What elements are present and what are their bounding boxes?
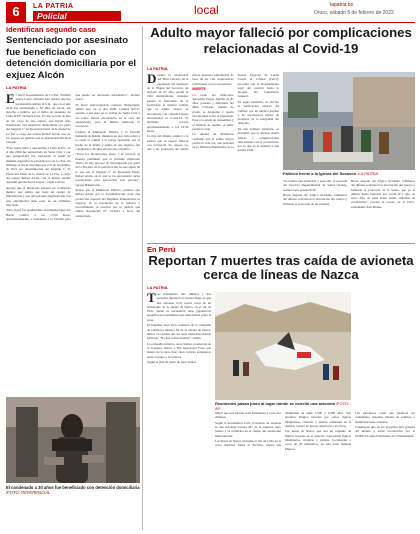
section-logo-policial: Policial — [33, 11, 121, 21]
bottom-drop-cap: T — [147, 292, 156, 305]
left-body-text-3: Agregó que el implicado pasaron un certificado médico que señala que tiene un cuadro de fibromatosis y que una persona diagnosticada con esta enfermedad debe estar en un ambiente adecuado. — [6, 185, 71, 207]
bottom-byline: LA PATRIA — [147, 285, 168, 290]
bottom-photo-credit: /FOTO: AP — [215, 401, 350, 411]
top-headline: Adulto mayor falleció por complicaciones relacionadas al Covid-19 — [150, 25, 412, 56]
left-drop-cap: E — [6, 93, 15, 106]
nazca-crash-photo-illustration — [215, 292, 351, 400]
left-photo — [6, 397, 140, 483]
top-body-text-4b: "Se realizó una entrevista y para ello, el personal del Servicio Departamental de Salud (Sedes), realizó a una prueba PCR. — [283, 179, 347, 192]
top-body-text-5: Horas después del trágico incidente, familiares del difunto solicitaron la devolución del cuerpo y firmaron el protocolo de la Sedes, que ya el difunto había fallecido por Covid-19 y que, en estos días, su papá había tenido síntomas de coronavirus", precisó el vocero de la Felcc, subteniente José Matías. — [351, 179, 415, 209]
left-body-text-5: El fiscal anticorrupción, Gustavo Balderrama, señaló que, en el año 2006, Carmen R.P.V., asesinó a una lista en la ciudad de Santa Cruz y los restos fueron encontrados en la casa del sentenciado, pero el mismo sindicado lo reconoció. — [75, 102, 140, 129]
bottom-kicker: En Perú — [147, 245, 176, 254]
bottom-body-col1 — [147, 292, 211, 528]
bottom-body-text-3: Las líneas de Nazca, ubicadas al Sur de Lima en la costa desértica frente al Pacífico, tienen una antigüedad de entre 1.500 y 2.000 años. Son enormes dibujos trazados por varios figuras imaginarias, criaturas y plantas realizadas en el desierto costero en épocas anteriores a los Incas, — [215, 411, 351, 448]
bottom-body-text-1: res holandeses, dos chilenos y dos peruanos murieron el viernes luego de que una avioneta civil cayera cerca de un aeródromo de la ciudad de Nazca, en el sur de Perú, donde se encuentran unas gigantescas geoglifos precolombinos que sobrevuelan sobre la zona. — [147, 292, 211, 322]
page-number: 6 — [6, 2, 26, 22]
bottom-photo-caption: Residentes pasan junto al lugar donde se estrelló una avioneta — [215, 401, 335, 406]
top-body-text-1: urante la celebración del Mini Calvario en la explanada del Santuario de la Virgen del Socavón, un anciano de 87 años perdió la vida abruptamente mientras pasaba la festividad, de la festividad, el médico señalar que el adulto mayor se encontraba con complicaciones relacionadas al Covid-19. El incidente ocurrió aproximadamente a las 16:30 horas. — [147, 73, 189, 133]
top-photo-caption-block — [283, 171, 415, 176]
bottom-photo — [215, 292, 351, 400]
issue-date: Oruro, sábado 5 de febrero de 2022 — [314, 10, 394, 16]
left-body-text-1: l fiscal departamental de La Paz, William Alave Laura, informó este viernes que fue aprehendido Rubén O.C.Q., que en el año 2016 fue sentenciado a 30 años de cárcel, sin derecho a indulto, por el delito de asesinato de Cielo R.P.V. en Santa Cruz. El caso se trata de uno de los casos de este exjuez, que habría sido beneficiado con detención domiciliaria por parte del Juzgado 1° de Ejecución Penal de la ciudad de La Paz a cargo del exjuez Rafael Alcón, uno de los autores en quienes que el sentenciado Richard Choque. — [6, 93, 71, 145]
bottom-photo-caption-block — [215, 401, 351, 411]
left-body-text-6: Cuando el Ministerio Público y la Fiscalía demanda de Rubén, mientras en otro lado relató a la celda el crimen y la pareja descubrió que el hecho de la madre y prima de sus órganos, fue condenado a 30 años sin derecho a indulto. — [75, 129, 140, 151]
top-story — [147, 25, 415, 240]
top-body-text-3c: En una primera instancia, se presumió que el anciano murió debido a complicaciones relacionadas con el coronavirus, por lo que se le sometió a una prueba PCR. — [237, 126, 279, 153]
left-kicker: Identifican segundo caso — [6, 25, 97, 34]
left-body-text-7: "Estos los involucrados ahora y se conoció de manera preliminar que el presunto implicado dentro de este proceso de investigación por parte de la Fiscalía, de la participación de este sujeto en lo que era el Juzgado 1° de Ejecución Penal, Rafael Alcón, en el cual se vio encontrado varias resoluciones para aprovechar este proceso", agregó Balderrama. — [75, 152, 140, 187]
logo-la-patria: LA PATRIA — [33, 3, 74, 10]
bottom-body-mid — [215, 411, 351, 528]
top-photo-caption: Falleció frente a la Iglesia del Socavón — [283, 171, 357, 176]
left-headline: Sentenciado por asesinato fue beneficiado con detención domiciliaria por el exjuez Alcón — [6, 35, 137, 81]
section-label: local — [194, 3, 219, 17]
left-photo-caption-block — [6, 485, 140, 495]
top-body-text-3b: En aquel momento, se efectuó la verificación externa del cadáver, por un médico forense y no encontraron signos de violencia en la integridad del fallecido. — [237, 99, 279, 126]
bottom-body-text-1b: El brigadier Juan Tizó, bombero de la compañía de bomberos número 82 de la ciudad de Nazca, indicó a la prensa que los siete tripulantes habían fallecido. "No hay sobrevivientes", señaló. — [147, 323, 211, 341]
bottom-body-text-1d: Según el plan de vuelo de Aero Santos — [147, 360, 197, 365]
header-rule — [6, 22, 415, 23]
top-body-left — [147, 73, 279, 235]
bottom-body-text-1c: La compañía turística, Aero Santos, propietaria de la avioneta, indicó a The Associated Press que dentro de la nave iban cinco turistas extranjeros parte al grupo y los pilotos. — [147, 341, 211, 359]
top-body-text-1b: La hija del difunto explicó a la policía que su esposo falleció con Covid-19. Su esposa ya, que a las poderosos del adulto mayor presentó enfermedad de base de las vías respiratorias, relacionada con el coronavirus. — [147, 73, 234, 152]
bottom-body-col4 — [355, 411, 415, 528]
top-body-right — [283, 179, 415, 237]
top-body-text-2b: La tarde del miércoles, Sebastián Vargas Aguilar de 87 años, paseaba y disfrutaba del Mini Calvario, cuando de pronto se desplomó y quedó inconsciente sobre la explanada. Pese a la ayuda de transeúntes y el llamado de auxilio, el señor perdió la vida. — [192, 92, 234, 131]
left-photo-caption: El condenado a 30 años fue beneficiado con detención domiciliaria — [6, 485, 140, 490]
socavon-photo-illustration — [283, 72, 415, 170]
left-body — [6, 93, 140, 393]
left-photo-credit: /FOTO: REFERENCIAL — [6, 490, 51, 496]
left-body-text-4: "Hoy (ayer) fue aprehendido en inmediaciones del Barrio Gráfico a las 17:00 horas, aproximadamente, y trasladado a la Fiscalía para que pueda ser declarado informativo", declaró Alave. — [6, 93, 140, 221]
top-body-subhead: MUERTE — [192, 87, 206, 92]
left-byline: LA PATRIA — [6, 85, 27, 90]
left-article — [6, 25, 140, 530]
bottom-body-text-4: Los estudiosos creen que pudieron ser calendarios, sistemas rituales de caminos o manifestaciones artísticas. — [355, 411, 415, 424]
top-photo — [283, 72, 415, 170]
bottom-body-text-2: indicó que tres turistas eran holandeses y otros dos chilenos. — [215, 411, 281, 420]
top-body-text-3: La unidad de Bomberos confirmó que el adulto mayor perdió la vida por, que personal de la División Homicidios de la Fuerza Especial de Lucha Contra el Crimen (Felcc), procedió con el levantamiento legal del cadáver hasta la morgue del Cementerio General. — [192, 73, 279, 150]
site-url: lapatria.bo — [330, 2, 354, 8]
bottom-headline: Reportan 7 muertes tras caída de avioneta cerca de líneas de Nazca — [148, 253, 414, 282]
left-body-text-2: "Este sujeto mató y descuartizó a Cielo R.P.V., en el año 2006 fue sentenciado en Santa Cruz y por una peligrosidad fue trasladado al penal de máxima seguridad de Chonchocoro de La Paz, sin embargo el fiscal investigó que el 6 de noviembre de 2021 por determinación del Juzgado 1° de Ejecución Penal de la ciudad de La Paz, a cargo del exjuez Rafael Alcón, con el mismo modus operandi que Richard Choque", explicó Alave. — [6, 145, 71, 185]
bottom-story — [147, 245, 415, 530]
top-photo-credit: /LA PATRIA — [357, 171, 379, 176]
top-drop-cap: D — [147, 73, 157, 86]
bottom-body-text-2c: Las líneas de Nazca, que son un conjunto de figuras trazadas en el desierto, representan figuras imaginarias, criaturas y plantas. Localizadas a cerca de 20 kilómetros, en una zona llamada Majoro. — [285, 429, 351, 451]
story-divider — [147, 243, 415, 244]
bottom-body-text-4b: Construyen uno de los geoglifos más grandes del mundo y están reconocidos por la UNESCO como Patrimonio de la Humanidad. — [355, 425, 415, 438]
left-body-text-8: Indicó que el Ministerio Público, primero que Rafael Alcón, por la documentación, tiene una protección especial del Régimen Penitenciario al respecto de la resolución de la judicial y procedimiento al resolver por la justicia que emitió Resolución N° 14/2021 a favor del sentenciado. — [75, 187, 140, 218]
page-header — [0, 0, 420, 24]
prisoner-photo-illustration — [6, 397, 140, 483]
column-divider — [142, 26, 143, 530]
bottom-body-text-2b: Según la Aeronáutica Civil, el modelo de avioneta es una avioneta Cessna 207 de la empresa Aero Santos y se estrellaba en el campo del aeródromo María Reiche. — [215, 420, 281, 438]
top-byline: LA PATRIA — [147, 66, 168, 71]
top-body-text-4: Horas después del trágico incidente, familiares del difunto solicitaron la devolución del cuerpo y firmaron el protocolo de las pruebas. — [283, 193, 347, 206]
